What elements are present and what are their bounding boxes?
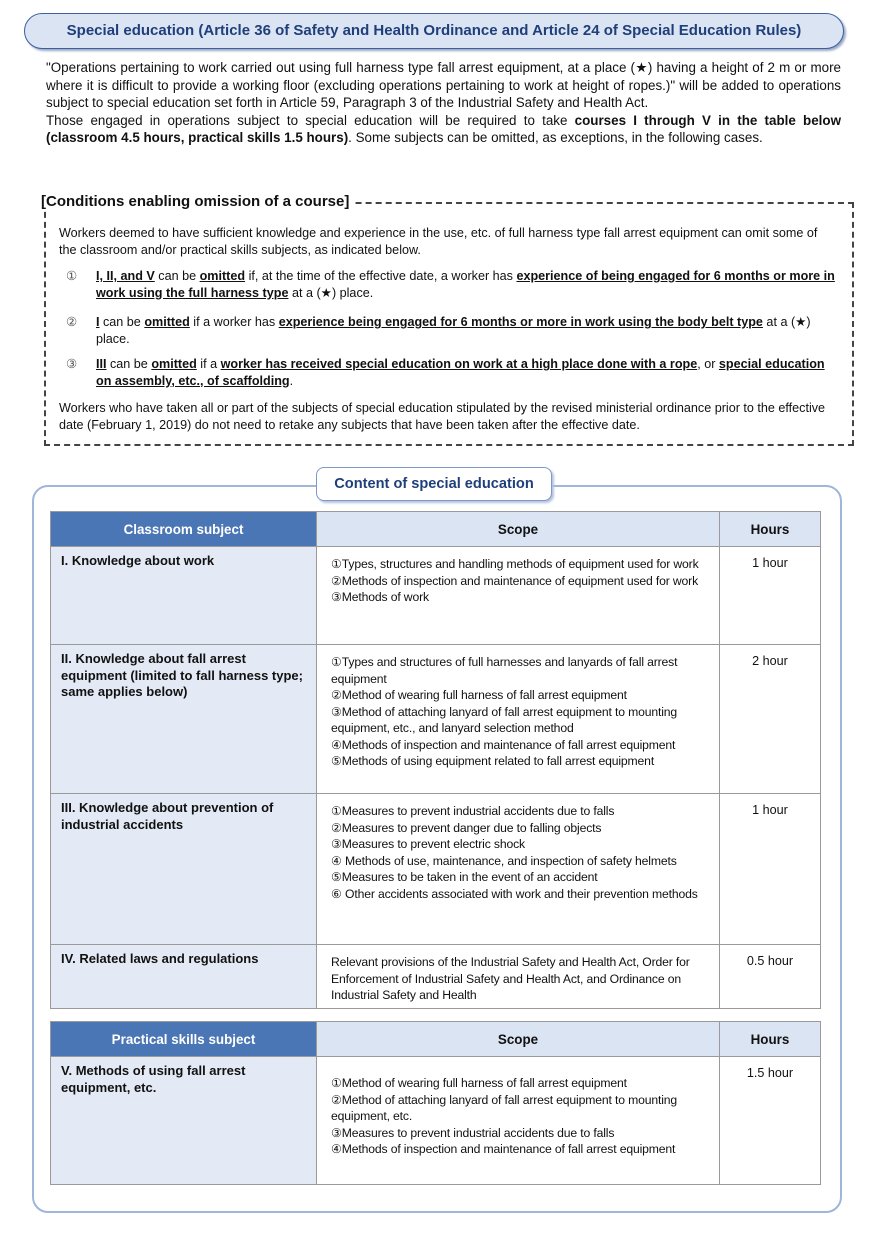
column-header-hours: Hours xyxy=(720,512,821,547)
condition-text: at a (★) place. xyxy=(288,285,374,300)
condition-omitted: omitted xyxy=(151,357,197,371)
scope-item: ⑤Methods of using equipment related to fall arrest equipment xyxy=(331,754,655,768)
scope-item: ③Measures to prevent electric shock xyxy=(331,837,525,851)
scope-item: ⑤Measures to be taken in the event of an accident xyxy=(331,870,598,884)
scope-item: Relevant provisions of the Industrial Safety and Health Act, Order for Enforcement of Industrial Safety and Health Act, and Ordinance on Industrial Safety and Health xyxy=(331,955,690,1002)
conditions-lead-text: Workers deemed to have sufficient knowledge and experience in the use, etc. of full harness type fall arrest equipment can omit some of the classroom and/or practical skills subjects, as indicated below. xyxy=(59,226,818,257)
condition-number: ③ xyxy=(66,357,78,371)
hours-cell: 1 hour xyxy=(720,794,821,945)
condition-text: can be xyxy=(99,315,145,329)
scope-item: ①Types, structures and handling methods of equipment used for work xyxy=(331,557,699,571)
scope-item: ③Measures to prevent industrial accidents due to falls xyxy=(331,1125,615,1140)
table-row xyxy=(51,547,821,645)
condition-text: , or xyxy=(697,357,719,371)
scope-item: ③Method of attaching lanyard of fall arrest equipment to mounting equipment, etc., and lanyard selection method xyxy=(331,704,678,735)
scope-item: ①Measures to prevent industrial accidents due to falls xyxy=(331,804,615,818)
scope-item: ④ Methods of use, maintenance, and inspection of safety helmets xyxy=(331,853,677,868)
condition-requirement: experience of being engaged for 6 months or more in work using the full harness type xyxy=(96,269,835,300)
condition-subjects: III xyxy=(96,357,107,371)
hours-cell: 2 hour xyxy=(720,645,821,794)
condition-subjects: I, II, and V xyxy=(96,269,155,283)
subject-cell: I. Knowledge about work xyxy=(51,547,317,645)
condition-number: ② xyxy=(66,315,78,329)
condition-item-1 xyxy=(66,268,836,301)
intro-p2-tail: . Some subjects can be omitted, as exceptions, in the following cases. xyxy=(348,130,763,146)
scope-item: ④Methods of inspection and maintenance of fall arrest equipment xyxy=(331,737,676,752)
condition-text: at a (★) place. xyxy=(96,315,811,346)
subject-cell: III. Knowledge about prevention of industrial accidents xyxy=(51,794,317,945)
page-title: Special education (Article 36 of Safety and Health Ordinance and Article 24 of Special Education Rules) xyxy=(66,22,802,39)
condition-omitted: omitted xyxy=(199,269,246,283)
condition-text: . xyxy=(289,373,294,388)
condition-text: if a worker has xyxy=(189,315,279,329)
intro-paragraph-2 xyxy=(46,112,841,147)
intro-paragraph-1: "Operations pertaining to work carried out using full harness type fall arrest equipment, at a place (★) having a height of 2 m or more where it is difficult to provide a working floor (excluding operations pertaining to work at height of ropes.)" will be added to operations subject to special education set forth in Article 59, Paragraph 3 of the Industrial Safety and Health Act. xyxy=(46,60,841,111)
condition-requirement: worker has received special education on work at a high place done with a rope xyxy=(220,357,698,371)
conditions-lead xyxy=(59,225,834,258)
hours-cell: 0.5 hour xyxy=(720,945,821,1009)
intro-text xyxy=(46,59,841,147)
conditions-footer: Workers who have taken all or part of the subjects of special education stipulated by the revised ministerial ordinance prior to the effective date (February 1, 2019) do not need to retake any subjects that have been taken after the effective date. xyxy=(59,401,826,432)
condition-text: if, at the time of the effective date, a worker has xyxy=(245,269,517,283)
column-header-scope: Scope xyxy=(317,512,720,547)
condition-omitted: omitted xyxy=(144,315,190,329)
scope-cell xyxy=(317,547,720,645)
condition-requirement: experience being engaged for 6 months or more in work using the body belt type xyxy=(278,315,763,329)
table-header-row xyxy=(51,1022,821,1057)
column-header-scope: Scope xyxy=(317,1022,720,1057)
condition-subjects: I xyxy=(96,315,100,329)
scope-item: ②Methods of inspection and maintenance of equipment used for work xyxy=(331,573,699,588)
condition-text: if a xyxy=(196,357,221,371)
table-row xyxy=(51,645,821,794)
scope-item: ②Measures to prevent danger due to falling objects xyxy=(331,820,602,835)
table-row xyxy=(51,945,821,1009)
condition-text: can be xyxy=(106,357,152,371)
subject-cell: V. Methods of using fall arrest equipment, etc. xyxy=(51,1057,317,1185)
subject-cell: II. Knowledge about fall arrest equipment (limited to fall harness type; same applies below) xyxy=(51,645,317,794)
scope-item: ①Method of wearing full harness of fall arrest equipment xyxy=(331,1076,627,1090)
scope-item: ③Methods of work xyxy=(331,590,429,604)
intro-p2-text: Those engaged in operations subject to special education will be required to take xyxy=(46,112,575,128)
column-header-hours: Hours xyxy=(720,1022,821,1057)
scope-item: ⑥ Other accidents associated with work and their prevention methods xyxy=(331,886,698,901)
column-header-practical-subject: Practical skills subject xyxy=(51,1022,317,1057)
table-row xyxy=(51,1057,821,1185)
practical-skills-table xyxy=(50,1021,821,1185)
hours-cell: 1 hour xyxy=(720,547,821,645)
condition-number: ① xyxy=(66,269,78,283)
column-header-classroom-subject: Classroom subject xyxy=(51,512,317,547)
conditions-title: [Conditions enabling omission of a course] xyxy=(41,193,353,210)
page-title-banner xyxy=(24,13,844,49)
condition-item-2 xyxy=(66,314,836,347)
condition-item-3 xyxy=(66,356,836,389)
content-section-title: Content of special education xyxy=(334,476,534,492)
scope-item: ④Methods of inspection and maintenance of fall arrest equipment xyxy=(331,1142,676,1156)
classroom-subjects-table xyxy=(50,511,821,1009)
condition-requirement-2: special education on assembly, etc., of scaffolding xyxy=(96,357,825,388)
subject-cell: IV. Related laws and regulations xyxy=(51,945,317,1009)
content-section-label xyxy=(316,467,552,501)
condition-text: can be xyxy=(154,269,200,283)
scope-item: ①Types and structures of full harnesses and lanyards of fall arrest equipment xyxy=(331,655,678,686)
scope-item: ②Method of attaching lanyard of fall arrest equipment to mounting equipment, etc. xyxy=(331,1092,678,1123)
scope-cell xyxy=(317,945,720,1009)
table-header-row xyxy=(51,512,821,547)
hours-cell: 1.5 hour xyxy=(720,1057,821,1185)
table-row xyxy=(51,794,821,945)
scope-item: ②Method of wearing full harness of fall arrest equipment xyxy=(331,688,627,702)
scope-cell xyxy=(317,1057,720,1185)
intro-p2-bold: courses I through V in the table below (classroom 4.5 hours, practical skills 1.5 hours) xyxy=(46,112,841,146)
scope-cell xyxy=(317,645,720,794)
scope-cell xyxy=(317,794,720,945)
